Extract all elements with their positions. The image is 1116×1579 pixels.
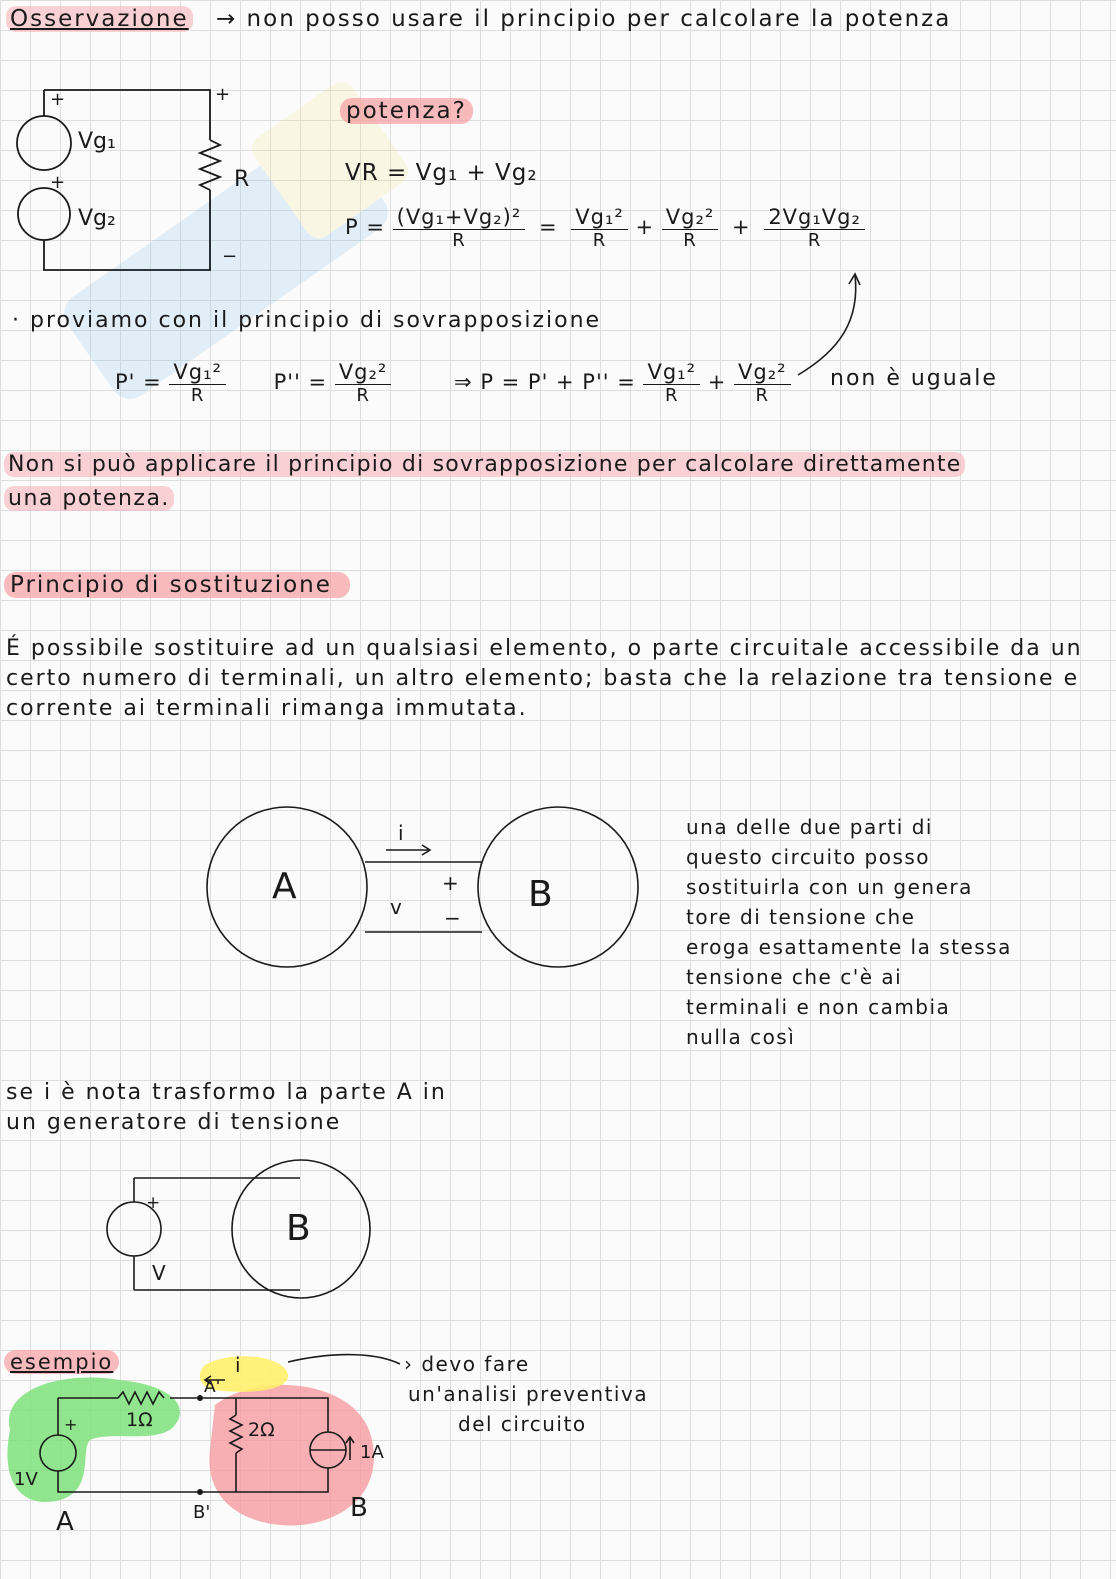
diagram-note: una delle due parti di questo circuito posso sostituirla con un genera tore di tensione che eroga esattamente la stessa tensione che c'è ai terminali e non cambia nulla così [686,815,1012,1049]
plus-sign: + [50,172,66,193]
plus-sign: + [215,84,231,105]
plus-sign: + [50,89,66,110]
label-a: A [272,866,297,907]
power-question: potenza? [340,98,473,124]
current-i-label: i [235,1353,241,1377]
observation-text: → non posso usare il principio per calcolare la potenza [215,6,952,32]
vr-equation: VR = Vg₁ + Vg₂ [345,160,538,186]
source2-label: Vg₂ [78,206,116,231]
arrow-head: › [404,1352,414,1376]
not-equal-note: non è uguale [830,366,998,391]
source1-label: Vg₁ [78,129,116,154]
fraction: $\frac{\text{Vg₁²}}{R}$ [169,360,226,406]
label-a: A [56,1507,74,1537]
voltage-label: v [390,895,402,919]
node-a-prime: A' [204,1377,221,1397]
r1-label: 1Ω [126,1409,153,1431]
fraction: $\frac{\text{Vg₁²}}{R}$ [571,205,628,251]
example-note-line2: un'analisi preventiva [408,1382,649,1406]
example-circuit [0,1350,420,1540]
minus-sign: − [222,246,238,267]
circuit-two-sources [10,80,260,280]
fraction: $\frac{\text{Vg₂²}}{R}$ [662,205,719,251]
example-title: esempio [4,1350,119,1374]
voltage-label: V [152,1261,166,1285]
node-b-prime: B' [193,1502,211,1523]
voltage-source-1 [17,116,71,170]
resistor-label: R [234,167,250,192]
fraction: $\frac{\text{(Vg₁+Vg₂)²}}{R}$ [393,205,526,251]
diagram-a-b [200,800,660,990]
minus-sign: − [444,906,461,930]
transform-line2: un generatore di tensione [6,1110,342,1135]
conclusion-line2: una potenza. [4,486,174,511]
label-b: B [286,1208,311,1249]
fraction: $\frac{\text{Vg₂²}}{R}$ [734,360,791,406]
circuit-substituted [100,1160,390,1300]
part-b-circle [478,807,638,967]
observation-line [6,6,951,32]
conclusion-line1: Non si può applicare il principio di sovrapposizione per calcolare direttamente [4,452,965,477]
plus-sign: + [64,1415,78,1434]
plus-sign: + [442,871,459,895]
label-b: B [350,1493,368,1523]
example-note-line3: del circuito [458,1412,587,1436]
source-voltage-label: 1V [14,1469,38,1490]
source-current-label: 1A [360,1442,384,1463]
substitution-paragraph: É possibile sostituire ad un qualsiasi elemento, o parte circuitale accessibile da un certo numero di terminali, un altro elemento; basta che la relazione tra tensione e corrente ai terminali rimanga immutata. [6,636,1083,721]
example-note-line1: › devo fare [404,1352,530,1376]
resistor-R [200,140,220,190]
plus-sign: + [146,1193,161,1213]
substitution-title: Principio di sostituzione [4,572,350,598]
transform-line1: se i è nota trasformo la parte A in [6,1080,447,1105]
superposition-equations: P' = $\frac{\text{Vg₁²}}{R}$ P'' = $\frac{\text{Vg₂²}}{R}$ ⇒ P = P' + P'' = $\frac{\text{Vg₁²}}{R}$ + $\frac{\text{Vg₂²}}{R}$ [115,360,791,406]
voltage-source-2 [18,188,70,240]
fraction: $\frac{\text{Vg₁²}}{R}$ [643,360,700,406]
r2-label: 2Ω [248,1419,275,1441]
label-b: B [528,874,553,915]
observation-title: Osservazione [6,6,193,32]
superposition-line: · proviamo con il principio di sovrapposizione [12,308,602,333]
fraction: $\frac{\text{2Vg₁Vg₂}}{R}$ [764,205,865,251]
fraction: $\frac{\text{Vg₂²}}{R}$ [335,360,392,406]
power-equation: P = $\frac{\text{(Vg₁+Vg₂)²}}{R}$ = $\frac{\text{Vg₁²}}{R}$ + $\frac{\text{Vg₂²}}{R}$ + $\frac{\text{2Vg₁Vg₂}}{R}$ [345,205,865,251]
current-label: i [398,821,404,845]
